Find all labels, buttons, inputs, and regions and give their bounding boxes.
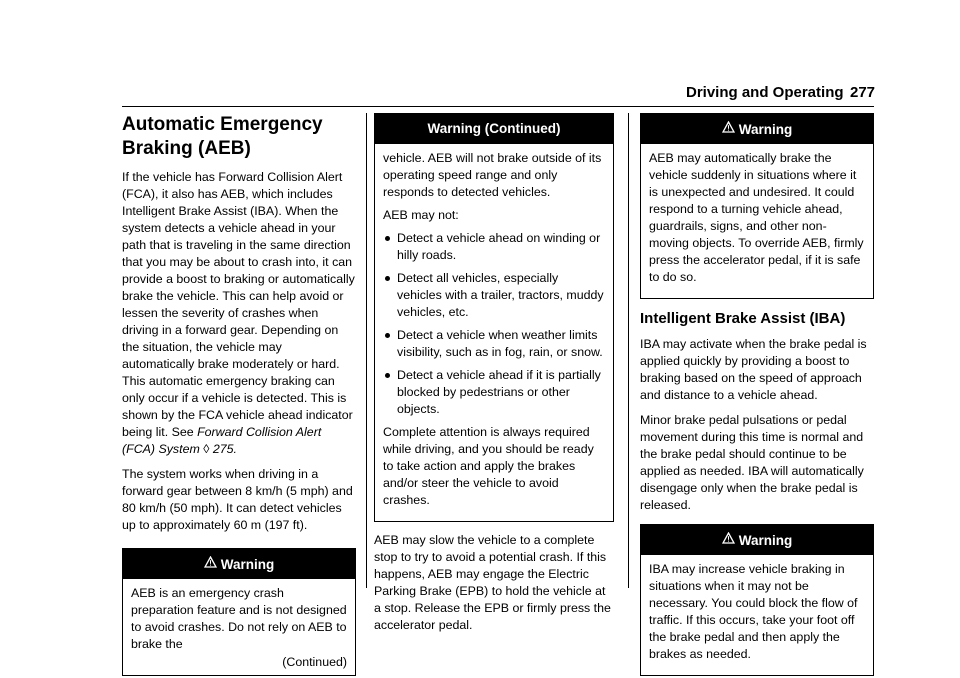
warning-header: Warning (Continued) (375, 114, 613, 144)
warning-box-3 (640, 524, 874, 676)
warning-text: vehicle. AEB will not brake outside of its operating speed range and only responds to detected vehicles. (383, 151, 602, 199)
header-rule (122, 106, 874, 107)
warning-header (123, 549, 355, 579)
page-number: 277 (850, 84, 876, 101)
iba-paragraph-1: IBA may activate when the brake pedal is applied quickly by providing a boost to braking based on the speed of approach and distance to a vehicle ahead. (640, 337, 867, 402)
section-title: Driving and Operating (686, 84, 844, 101)
warning-text: AEB may automatically brake the vehicle suddenly in situations where it is unexpected and undesired. It could respond to a turning vehicle ahead, guardrails, signs, and other non-moving objects. To override AEB, firmly press the accelerator pedal, if it is safe to do so. (649, 151, 864, 284)
iba-heading: Intelligent Brake Assist (IBA) (640, 310, 846, 327)
column-3 (640, 113, 874, 676)
warning-body (641, 144, 873, 298)
bullet-icon (385, 373, 390, 378)
bullet-icon (385, 333, 390, 338)
bullet-icon (385, 236, 390, 241)
warning-box-1 (122, 548, 356, 676)
fca-cross-reference[interactable]: Forward Collision Alert (FCA) System (122, 425, 322, 456)
list-item: Detect a vehicle ahead on winding or hilly roads. (383, 230, 605, 264)
warning-text: Complete attention is always required while driving, and you should be ready to take action and apply the brakes and/or steer the vehicle to avoid crashes. (383, 425, 594, 507)
aeb-speed-paragraph: The system works when driving in a forward gear between 8 km/h (5 mph) and 80 km/h (50 mph). It can detect vehicles up to approximately 60 m (197 ft). (122, 467, 353, 532)
section-heading (122, 113, 356, 161)
list-item: Detect all vehicles, especially vehicles with a trailer, tractors, muddy vehicles, etc. (383, 270, 605, 321)
page-header (0, 80, 960, 108)
warning-text: AEB may not: (383, 208, 459, 222)
warning-header (641, 114, 873, 144)
aeb-limitations-list (383, 230, 605, 418)
aeb-intro-text: If the vehicle has Forward Collision Alert (FCA), it also has AEB, which includes Intelligent Brake Assist (IBA). When the system detects a vehicle ahead in your path that is traveling in the same direction that you may be about to crash into, it can provide a boost to braking or automatically brake the vehicle. This can help avoid or lessen the severity of crashes when driving in a forward gear. Depending on the situation, the vehicle may automatically brake moderately or hard. This automatic emergency braking can only occur if a vehicle is detected. This is shown by the FCA vehicle ahead indicator being lit. See (122, 170, 355, 439)
warning-header (641, 525, 873, 555)
aeb-intro-paragraph (122, 169, 356, 458)
warning-title: Warning (220, 557, 275, 572)
list-item: Detect a vehicle ahead if it is partially blocked by pedestrians or other objects. (383, 367, 605, 418)
warning-title: Warning (738, 533, 793, 548)
continued-label: (Continued) (282, 655, 347, 669)
warning-body (123, 579, 355, 675)
warning-box-continued (374, 113, 614, 522)
heading-line-2: Braking (AEB) (122, 138, 251, 159)
fca-page-ref[interactable]: 275. (212, 442, 237, 456)
column-divider-1 (366, 113, 367, 588)
aeb-stop-paragraph: AEB may slow the vehicle to a complete stop to try to avoid a potential crash. If this happens, AEB may engage the Electric Parking Brake (EPB) to hold the vehicle at a stop. Release the EPB or firmly press the accelerator pedal. (374, 533, 611, 632)
warning-body (375, 144, 613, 521)
list-item: Detect a vehicle when weather limits visibility, such as in fog, rain, or snow. (383, 327, 605, 361)
warning-body (641, 555, 873, 675)
warning-triangle-icon (722, 114, 735, 144)
warning-box-2 (640, 113, 874, 299)
page-ref-icon: ◊ (203, 442, 210, 456)
warning-title: Warning (738, 122, 793, 137)
bullet-icon (385, 276, 390, 281)
warning-text: IBA may increase vehicle braking in situations when it may not be necessary. You could block the flow of traffic. If this occurs, take your foot off the brake pedal and then apply the brakes as needed. (649, 562, 858, 661)
iba-paragraph-2: Minor brake pedal pulsations or pedal movement during this time is normal and the brake pedal should continue to be applied as needed. IBA will automatically disengage only when the brake pedal is released. (640, 413, 864, 512)
column-1 (122, 113, 356, 676)
column-2 (374, 113, 614, 642)
warning-triangle-icon (722, 525, 735, 555)
column-divider-2 (628, 113, 629, 588)
warning-triangle-icon (204, 549, 217, 579)
heading-line-1: Automatic Emergency (122, 114, 323, 135)
warning-text: AEB is an emergency crash preparation feature and is not designed to avoid crashes. Do not rely on AEB to brake the (131, 586, 347, 651)
